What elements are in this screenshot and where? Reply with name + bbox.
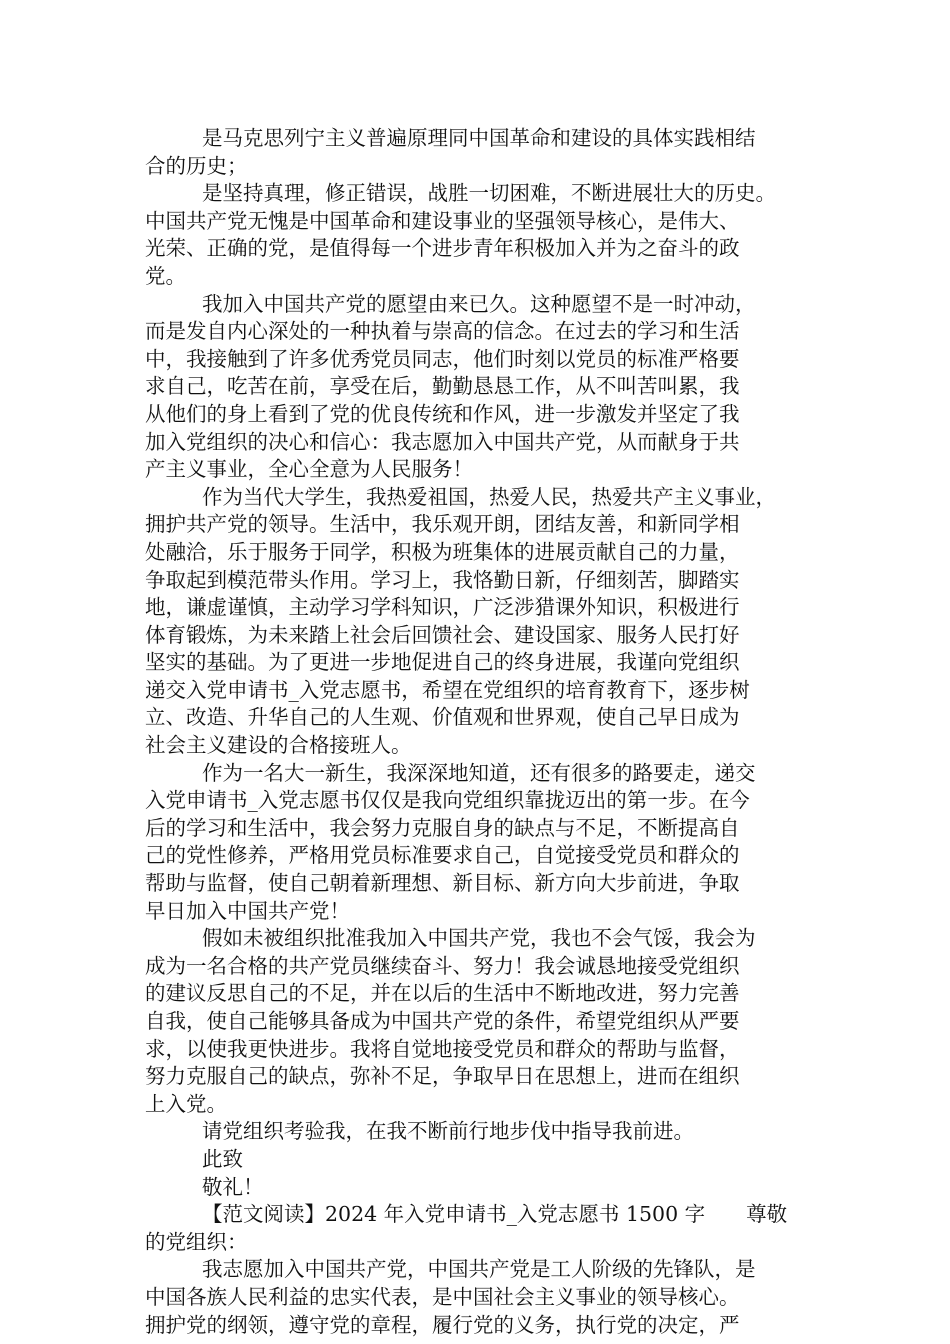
- text-line: 假如未被组织批准我加入中国共产党，我也不会气馁，我会为: [202, 926, 756, 951]
- text-line: 光荣、正确的党，是值得每一个进步青年积极加入并为之奋斗的政: [145, 236, 740, 261]
- text-line: 中，我接触到了许多优秀党员同志，他们时刻以党员的标准严格要: [145, 346, 740, 371]
- text-line: 立、改造、升华自己的人生观、价值观和世界观，使自己早日成为: [145, 705, 740, 730]
- text-line: 我志愿加入中国共产党，中国共产党是工人阶级的先锋队，是: [202, 1257, 756, 1282]
- text-line: 地，谦虚谨慎，主动学习学科知识，广泛涉猎课外知识，积极进行: [145, 595, 740, 620]
- text-line: 请党组织考验我，在我不断前行地步伐中指导我前进。: [202, 1119, 694, 1144]
- text-line: 体育锻炼，为未来踏上社会后回馈社会、建设国家、服务人民打好: [145, 622, 740, 647]
- text-line: 中国共产党无愧是中国革命和建设事业的坚强领导核心，是伟大、: [145, 208, 740, 233]
- document-body: [145, 125, 815, 1339]
- text-line: 中国各族人民利益的忠实代表，是中国社会主义事业的领导核心。: [145, 1284, 740, 1309]
- text-line: 坚实的基础。为了更进一步地促进自己的终身进展，我谨向党组织: [145, 650, 740, 675]
- text-line: 的党组织：: [145, 1229, 248, 1254]
- text-line: 拥护共产党的领导。生活中，我乐观开朗，团结友善，和新同学相: [145, 512, 740, 537]
- text-line: 求，以使我更快进步。我将自觉地接受党员和群众的帮助与监督，: [145, 1036, 740, 1061]
- text-line: 求自己，吃苦在前，享受在后，勤勤恳恳工作，从不叫苦叫累，我: [145, 374, 740, 399]
- text-line: 作为一名大一新生，我深深地知道，还有很多的路要走，递交: [202, 760, 756, 785]
- text-line: 入党申请书_入党志愿书仅仅是我向党组织靠拢迈出的第一步。在今: [145, 788, 750, 813]
- text-line: 从他们的身上看到了党的优良传统和作风，进一步激发并坚定了我: [145, 401, 740, 426]
- text-line: 党。: [145, 263, 186, 288]
- text-line: 的建议反思自己的不足，并在以后的生活中不断地改进，努力完善: [145, 981, 740, 1006]
- text-line: 作为当代大学生，我热爱祖国，热爱人民，热爱共产主义事业，: [202, 484, 776, 509]
- text-line: 上入党。: [145, 1091, 227, 1116]
- text-line: 是坚持真理，修正错误，战胜一切困难，不断进展壮大的历史。: [202, 181, 776, 206]
- text-line: 成为一名合格的共产党员继续奋斗、努力！我会诚恳地接受党组织: [145, 953, 740, 978]
- text-line: 自我，使自己能够具备成为中国共产党的条件，希望党组织从严要: [145, 1009, 740, 1033]
- text-line: 合的历史；: [145, 153, 248, 178]
- text-line: 此致: [202, 1146, 243, 1171]
- text-line: 我加入中国共产党的愿望由来已久。这种愿望不是一时冲动，: [202, 291, 756, 316]
- text-line: 帮助与监督，使自己朝着新理想、新目标、新方向大步前进，争取: [145, 871, 740, 896]
- text-line: 社会主义建设的合格接班人。: [145, 733, 412, 758]
- text-line: 后的学习和生活中，我会努力克服自身的缺点与不足，不断提高自: [145, 815, 740, 840]
- text-line: 是马克思列宁主义普遍原理同中国革命和建设的具体实践相结: [202, 126, 756, 150]
- text-line: 加入党组织的决心和信心：我志愿加入中国共产党，从而献身于共: [145, 429, 740, 454]
- text-line: 拥护党的纲领，遵守党的章程，履行党的义务，执行党的决定，严: [145, 1312, 740, 1337]
- text-line: 处融洽，乐于服务于同学，积极为班集体的进展贡献自己的力量，: [145, 539, 740, 564]
- text-line: 敬礼！: [202, 1174, 264, 1199]
- text-line: 产主义事业，全心全意为人民服务！: [145, 457, 473, 482]
- text-line: 己的党性修养，严格用党员标准要求自己，自觉接受党员和群众的: [145, 843, 740, 868]
- text-line: 争取起到模范带头作用。学习上，我恪勤日新，仔细刻苦，脚踏实: [145, 567, 740, 592]
- text-line: 努力克服自己的缺点，弥补不足，争取早日在思想上，进而在组织: [145, 1064, 740, 1089]
- text-line: 【范文阅读】2024 年入党申请书_入党志愿书 1500 字 尊敬: [202, 1202, 788, 1227]
- text-line: 而是发自内心深处的一种执着与崇高的信念。在过去的学习和生活: [145, 319, 740, 344]
- text-line: 早日加入中国共产党！: [145, 898, 350, 923]
- text-line: 递交入党申请书_入党志愿书，希望在党组织的培育教育下，逐步树: [145, 677, 750, 702]
